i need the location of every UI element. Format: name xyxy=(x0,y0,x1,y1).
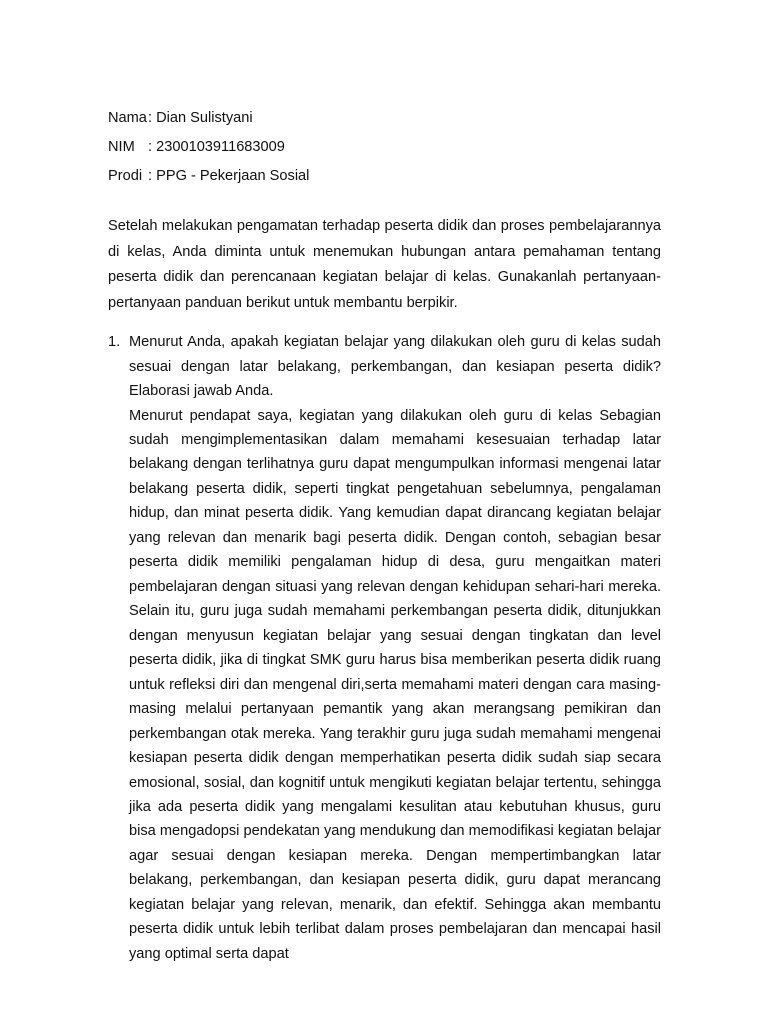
question-text: Menurut Anda, apakah kegiatan belajar yang dilakukan oleh guru di kelas sudah sesuai dengan latar belakang, perkembangan, dan kesiapan peserta didik? Elaborasi jawab Anda. xyxy=(129,334,661,399)
prodi-label: Prodi xyxy=(108,168,143,184)
student-info xyxy=(108,106,668,193)
name-value: : Dian Sulistyani xyxy=(148,110,253,126)
name-row xyxy=(108,106,668,135)
nim-label: NIM xyxy=(108,139,135,155)
name-label: Nama xyxy=(108,110,147,126)
prodi-row xyxy=(108,164,668,193)
question-item xyxy=(108,330,661,966)
intro-paragraph: Setelah melakukan pengamatan terhadap peserta didik dan proses pembelajarannya di kelas, Anda diminta untuk menemukan hubungan antara pemahaman tentang peserta didik dan perencanaan kegiatan belajar di kelas. Gunakanlah pertanyaan-pertanyaan panduan berikut untuk membantu berpikir. xyxy=(108,218,661,311)
question-number: 1. xyxy=(108,334,121,350)
nim-row xyxy=(108,135,668,164)
question-body xyxy=(129,330,661,966)
answer-paragraph: Menurut pendapat saya, kegiatan yang dilakukan oleh guru di kelas Sebagian sudah mengimplementasikan dalam memahami kesesuaian terhadap latar belakang dengan terlihatnya guru dapat mengumpulkan informasi mengenai latar belakang peserta didik, seperti tingkat pengetahuan sebelumnya, pengalaman hidup, dan minat peserta didik. Yang kemudian dapat dirancang kegiatan belajar yang relevan dan menarik bagi peserta didik. Dengan contoh, sebagian besar peserta didik memiliki pengalaman hidup di desa, guru mengaitkan materi pembelajaran dengan situasi yang relevan dengan kehidupan sehari-hari mereka. Selain itu, guru juga sudah memahami perkembangan peserta didik, ditunjukkan dengan menyusun kegiatan belajar yang sesuai dengan tingkatan dan level peserta didik, jika di tingkat SMK guru harus bisa memberikan peserta didik ruang untuk refleksi diri dan mengenal diri,serta memahami materi dengan cara masing-masing melalui pertanyaan pemantik yang akan merangsang pemikiran dan perkembangan otak mereka. Yang terakhir guru juga sudah memahami mengenai kesiapan peserta didik dengan memperhatikan peserta didik sudah siap secara emosional, sosial, dan kognitif untuk mengikuti kegiatan belajar tertentu, sehingga jika ada peserta didik yang mengalami kesulitan atau kebutuhan khusus, guru bisa mengadopsi pendekatan yang mendukung dan memodifikasi kegiatan belajar agar sesuai dengan kesiapan mereka. Dengan mempertimbangkan latar belakang, perkembangan, dan kesiapan peserta didik, guru dapat merancang kegiatan belajar yang relevan, menarik, dan efektif. Sehingga akan membantu peserta didik untuk lebih terlibat dalam proses pembelajaran dan mencapai hasil yang optimal serta dapat xyxy=(129,407,661,962)
question-list xyxy=(108,330,661,966)
nim-value: : 2300103911683009 xyxy=(148,139,285,155)
prodi-value: : PPG - Pekerjaan Sosial xyxy=(148,168,310,184)
